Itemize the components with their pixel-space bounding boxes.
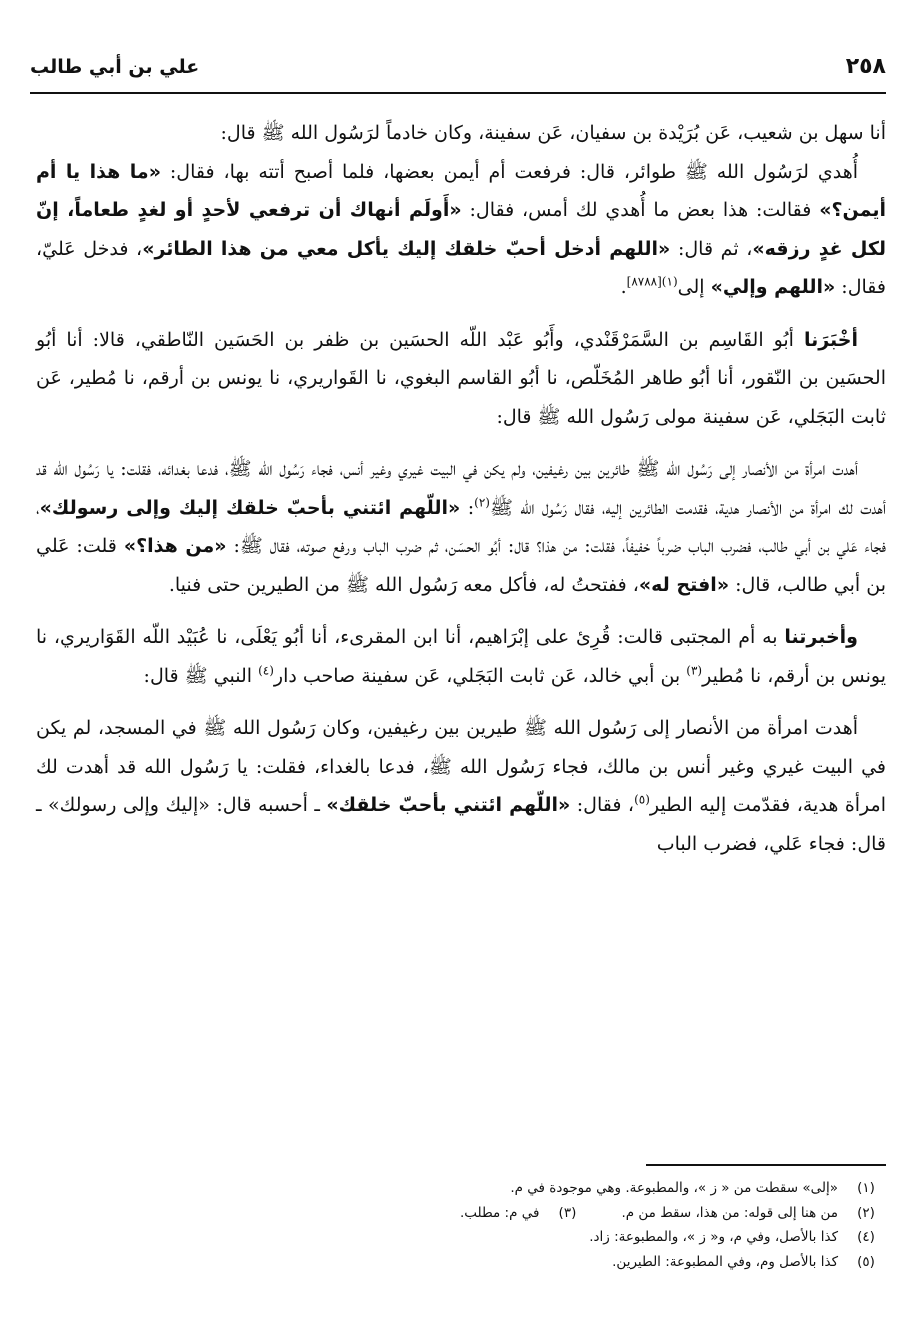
bold-phrase: «افتح له» [638,573,730,596]
text-run: به أم المجتبى قالت: قُرِئ على إبْرَاهيم، أنا ابن المقرىء، أنا أبُو يَعْلَى، نا عُبَيْد اللّه القَوَاريري، نا يونس بن أرقم، نا مُطير [36,626,886,687]
text-run: أهدت امرأة من الأنصار إلى رَسُول الله ﷺ طائرين بين رغيفين، ولم يكن في البيت غيري وغير أنس، فجاء رَسُول الله ﷺ، فدعا بغدائه، فقلت: يا رَسُول الله قد أهدت لك امرأة من الأنصار هدية، فقدمت الطائرين إليه، فقال رَسُول الله ﷺ [36,458,886,519]
footnote-number: (٤) [857,1229,875,1245]
bold-phrase: أخْبَرَنا [803,328,858,351]
footnote-text: في م: مطلب. [459,1204,540,1221]
footnote-text: من هنا إلى قوله: من هذا، سقط من م. [621,1204,838,1221]
text-run: أنا سهل بن شعيب، عَن بُرَيْدة بن سفيان، عَن سفينة، وكان خادماً لرَسُول الله ﷺ قال: [220,122,886,144]
footnote-number: (٢) [857,1204,875,1221]
bold-phrase: «أَولَم أنهاك أن ترفعي لأحدٍ أو لغدٍ طعاماً، إنّ لكل غدٍ رزقه» [36,199,887,260]
paragraph [36,114,886,153]
text-run: أهدت امرأة من الأنصار إلى رَسُول الله ﷺ طيرين بين رغيفين، وكان رَسُول الله ﷺ في المسجد، لم يكن في البيت غيري وغير أنس بن مالك، فجاء رَسُول الله ﷺ، فدعا بالغداء، فقلت: يا رَسُول الله قد أهدت لك امرأة هدية، فقدّمت إليه الطير [36,717,886,816]
footnote-ref: (٣) [686,663,703,678]
text-run: ، ففتحتُ له، فأكل معه رَسُول الله ﷺ من الطيرين حتى فنيا. [168,573,639,596]
footnote-ref: (٥) [634,792,650,807]
paragraph [36,618,886,695]
footnote-text: كذا بالأصل، وفي م، و« ز »، والمطبوعة: زاد. [589,1229,838,1245]
main-text [36,114,886,863]
book-title: علي بن أبي طالب [30,56,200,78]
bold-phrase: «من هذا؟» [123,535,227,557]
bold-phrase: وأخبرتنا [784,626,858,648]
text-run: قلت: عَلي بن أبي طالب، قال: [36,535,886,596]
footnote-text: كذا بالأصل وم، وفي المطبوعة: الطيرين. [612,1253,838,1270]
paragraph [36,709,886,863]
footnotes [40,1176,880,1274]
paragraph [36,321,886,437]
text-run: النبي ﷺ قال: [143,664,259,687]
text-run: بن أبي خالد، عَن ثابت البَجَلي، عَن سفينة صاحب دار [273,664,687,687]
text-run: . [620,276,627,298]
footnote-row-2-3 [40,1201,880,1226]
text-run: فقالت: هذا بعض ما أُهدي لك أمس، فقال: [461,199,820,221]
header-rule [30,92,886,94]
text-run: ، ثم قال: [670,237,753,260]
footnote-ref: (٢) [474,495,490,510]
footnote-text: «إلى» سقطت من « ز »، والمطبوعة. وهي موجودة في م. [510,1180,838,1196]
paragraph [36,153,886,307]
footnote-rule [646,1164,886,1166]
footnote-number: (٣) [558,1204,577,1221]
text-run: أُهدي لرَسُول الله ﷺ طوائر، قال: فرفعت أم أيمن بعضها، فلما أصبح أتته بها، فقال: [160,160,858,183]
running-header [30,52,886,88]
text-run: ، فقال: [570,794,635,816]
bold-phrase: «اللهم أدخل أحبّ خلقك إليك يأكل معي من هذا الطائر» [142,237,671,260]
footnote-5 [40,1250,880,1275]
paragraph [36,450,886,604]
text-run: ، فجاء عَلي بن أبي طالب، فضرب الباب ضرباً خفيفاً، فقلت: من هذا؟ قال: أبُو الحسَن، ثم ضرب الباب ورفع صوته، فقال ﷺ: [36,496,886,557]
page-number: ٢٥٨ [845,54,886,79]
bold-phrase: «اللّهم ائتني بأحبّ خلقك» [326,794,571,816]
text-run: : [460,496,475,519]
text-run: إلى [677,276,711,298]
text-run: ـ أحسبه قال: «إليك وإلى رسولك» ـ قال: فجاء عَلي، فضرب الباب [36,794,886,855]
footnote-2 [621,1201,880,1226]
footnote-ref: (٤) [258,663,274,678]
footnote-3 [460,1201,582,1226]
bold-phrase: «اللّهم ائتني بأحبّ خلقك إليك وإلى رسولك» [39,496,461,519]
footnote-1 [40,1176,880,1201]
footnote-4 [40,1225,880,1250]
bold-phrase: «ما هذا يا أم أيمن؟» [36,160,886,221]
footnote-number: (١) [857,1180,875,1196]
bold-phrase: «اللهم وإلي» [710,276,836,298]
text-run: أبُو القَاسِم بن السَّمَرْقَنْدي، وأَبُو عَبْد اللّه الحسَين بن ظفر بن الحَسَين النّاطقي، قالا: أنا أبُو الحسَين بن النّقور، أنا أبُو طاهر المُخَلّص، نا أبُو القاسم البغوي، نا القَواريري، نا يونس بن أرقم، نا مُطير، عَن ثابت البَجَلي، عَن سفينة مولى رَسُول الله ﷺ قال: [36,328,886,428]
footnote-number: (٥) [857,1253,875,1270]
text-run: ، فدخل عَليّ، فقال: [36,237,886,298]
footnote-ref: (١)[٨٧٨٨] [626,274,678,289]
